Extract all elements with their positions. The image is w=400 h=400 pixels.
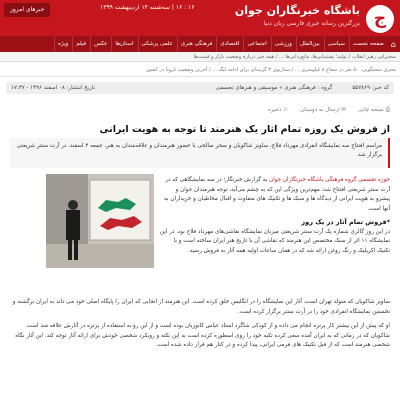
nav-item-sports[interactable]: ورزشی bbox=[271, 36, 295, 52]
nav-item-provinces[interactable]: استان‌ها bbox=[111, 36, 136, 52]
bookmark-icon: ☆ bbox=[281, 107, 289, 113]
nav-item-social[interactable]: اجتماعی bbox=[243, 36, 269, 52]
paragraph-4: او که پیش از این بیشتر کار پرتره انجام می داده و از کودکی شاگرد استاد عباس کاتوزیان بوده است و از این رو به استفاده از پرتره در آثارش علاقه مند است. شاکویان که در زمانی که به ایران آمده سعی کرده تکیه خود را روی اسطوره کرده است به این نکته و رویکرد شخصی خودش برای ارائه آثار توجه کند. این آثار نگاه شخصی هنرمند است که از قبل تکنیک های فرمی ایرانی، پیدا کرده و در کنار هم قرار داده شده است. bbox=[15, 323, 390, 348]
subheading-sold-out: *فروش تمام آثار در یک روز bbox=[301, 218, 390, 226]
news-category[interactable]: گروه : فرهنگی هنری » موسیقی و هنرهای تجسمی bbox=[215, 85, 333, 91]
article-lead: مراسم افتتاح سه نمایشگاه انفرادی مهرداد فلاح، ساویز شاکویان و سحر صالحی با حضور هنرمندان و علاقه‌مندان به هنر، جمعه ۴ اسفند، در آرت سنتر شریعتی برگزار شد. bbox=[10, 138, 390, 168]
nav-item-special[interactable]: ویژه bbox=[54, 36, 71, 52]
home-icon[interactable]: ⌂ bbox=[390, 39, 396, 49]
paragraph-3: ساویز شاکویان که متولد تهران است، آثار این نمایشگاه را در انگلیس خلق کرده است. این هنرمند از انجایی که ایران را پایگاه اصلی خود می داند به ایران برگشته و نخستین نمایشگاه انفرادی خود را در آرت سنتر برگزار کرده است. bbox=[12, 299, 390, 315]
header-date: ۱۶ : ۱۶ | سه‌شنبه ۱۴ اردیبهشت ۱۳۹۹ bbox=[100, 4, 195, 11]
site-brand-title[interactable]: باشگاه خبرنگاران جوان bbox=[234, 4, 360, 17]
article-intro-column bbox=[160, 176, 390, 256]
article-tools bbox=[6, 104, 394, 116]
send-to-friend-button[interactable]: ✉ ارسال به دوستان bbox=[300, 107, 346, 113]
mail-icon: ✉ bbox=[339, 107, 346, 113]
gallery-photo-illustration bbox=[46, 174, 154, 268]
article-headline: از فروش یک روزه تمام آثار یک هنرمند تا توجه به هویت ایرانی bbox=[99, 124, 390, 135]
news-ticker[interactable]: سخنرانی رهبر انقلاب / تولید؛ پشتیبانی‌ها، مانع‌زدایی‌ها ... / همه چیز درباره وضعیت بازار و قیمت‌ها bbox=[0, 52, 400, 62]
hot-topics[interactable]: مجری سخنگویی: ۵۰ نفر در شعاع ۸ کیلومتری ... / سناریوی ۳ گزینه‌ای برای ادامه لیگ ... / آخرین وضعیت کرونا در کشور bbox=[0, 63, 400, 77]
today-news-button[interactable]: خبرهای امروز bbox=[4, 3, 50, 17]
publish-date: تاریخ انتشار: ۰۸ اسفند ۱۳۹۶ - ۱۷:۳۷ bbox=[11, 85, 96, 91]
save-button[interactable]: ☆ ذخیره bbox=[267, 107, 289, 113]
nav-item-science[interactable]: علمی پزشکی bbox=[138, 36, 176, 52]
nav-item-home[interactable]: صفحه نخست bbox=[349, 36, 387, 52]
print-button[interactable]: ⎙ نسخه چاپی bbox=[357, 106, 390, 113]
article-photo[interactable] bbox=[46, 174, 154, 268]
paragraph-2: در این روز گالری شماره یک آرت سنتر شریعتی میزبان نمایشگاه نقاشی‌های مهرداد فلاح بود. در این نمایشگاه ۱۱ اثر از سبک مختصص این هنرمند که نقاشی آن با تاریخ هنر ایران ساخته است و با تکنیک اکریلیک و رنگ روغن ارائه شد که در همان ساعات اولیه همه آثار به فروش رسید. bbox=[160, 228, 390, 254]
article-meta-bar bbox=[6, 82, 394, 94]
nav-item-international[interactable]: بین‌الملل bbox=[296, 36, 323, 52]
site-brand-subtitle: بزرگترین رسانه خبری فارسی زبان دنیا bbox=[263, 20, 360, 27]
site-header bbox=[0, 0, 400, 36]
site-logo[interactable]: ج bbox=[366, 5, 394, 33]
news-code: کد خبر: ۵۵۷۸۶۹ bbox=[352, 85, 389, 91]
nav-item-video[interactable]: فیلم bbox=[72, 36, 89, 52]
print-icon: ⎙ bbox=[383, 106, 390, 113]
nav-item-photo[interactable]: عکس bbox=[90, 36, 110, 52]
main-nav bbox=[0, 36, 400, 52]
paragraph-1: به گزارش خبرنگار؛ در سه نمایشگاهی که در آرت سنتر شریعتی افتتاح شد، مهم‌ترین ویژگی این که به چشم می‌آید، توجه هنرمندان جوان و پیشرو به هویت ایرانی از دیدگاه ها و سبک ها و تکنیک های متفاوت و اقبال مخاطبان و خریداران به آنها است. bbox=[164, 177, 390, 212]
nav-item-politics[interactable]: سیاسی bbox=[324, 36, 348, 52]
news-source-link[interactable]: حوزه تجسمی گروه فرهنگی باشگاه خبرنگاران جوان bbox=[269, 177, 390, 183]
nav-item-culture[interactable]: فرهنگی هنری bbox=[177, 36, 216, 52]
nav-item-economy[interactable]: اقتصادی bbox=[216, 36, 242, 52]
